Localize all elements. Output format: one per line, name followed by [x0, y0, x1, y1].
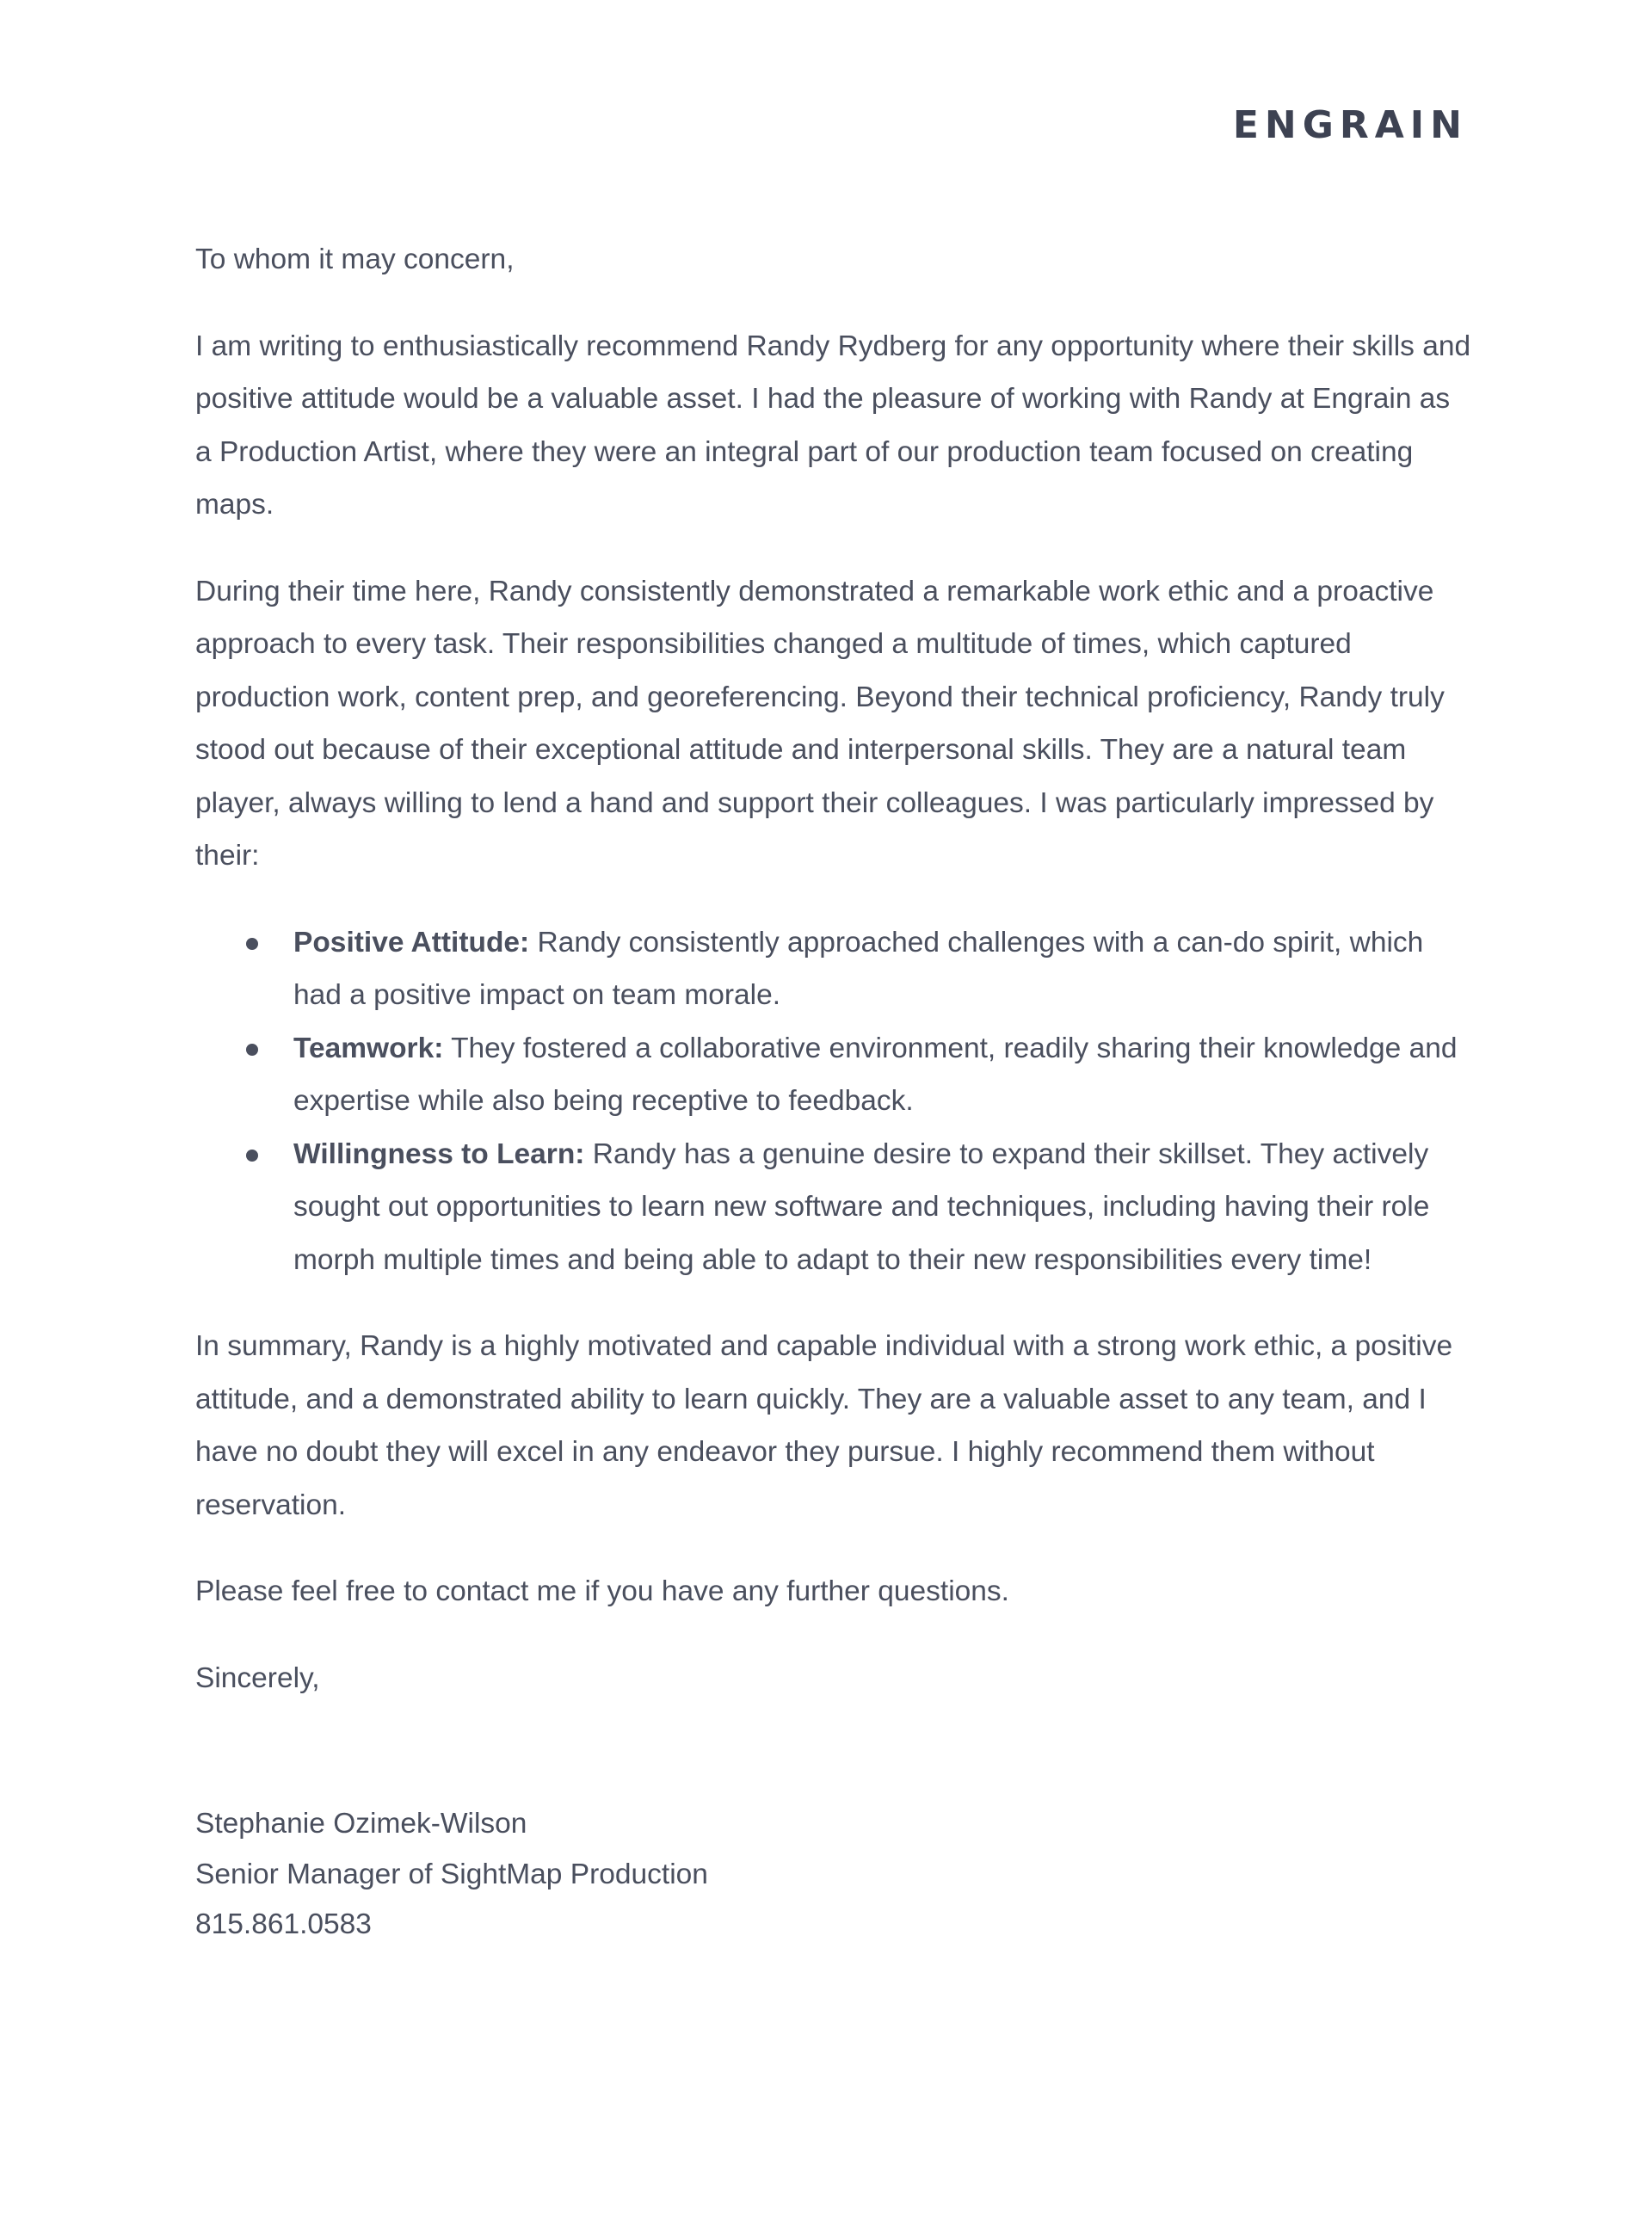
list-item-title: Willingness to Learn:: [293, 1137, 585, 1170]
list-item: [195, 1128, 1473, 1287]
paragraph-intro: I am writing to enthusiastically recommend Randy Rydberg for any opportunity where their skills and positive attitude would be a valuable asset. I had the pleasure of working with Randy at Engrain as a Production Artist, where they were an integral part of our production team focused on creating maps.: [195, 330, 1471, 521]
paragraph-summary: In summary, Randy is a highly motivated and capable individual with a strong work ethic, a positive attitude, and a demonstrated ability to learn quickly. They are a valuable asset to any team, and I have no doubt they will excel in any endeavor they pursue. I highly recommend them without reservation.: [195, 1330, 1453, 1521]
signature-block: [195, 1799, 1473, 1951]
qualities-list: [195, 916, 1473, 1287]
salutation: To whom it may concern,: [195, 243, 515, 275]
engrain-logo: ENGRAIN: [1232, 103, 1468, 147]
bullet-icon: [246, 1044, 258, 1056]
list-item: [195, 916, 1473, 1022]
signer-phone: 815.861.0583: [195, 1908, 372, 1940]
bullet-icon: [246, 938, 258, 950]
list-item: [195, 1022, 1473, 1128]
paragraph-work-ethic: During their time here, Randy consistently demonstrated a remarkable work ethic and a proactive approach to every task. Their responsibilities changed a multitude of times, which captured production work, content prep, and georeferencing. Beyond their technical proficiency, Randy truly stood out because of their exceptional attitude and interpersonal skills. They are a natural team player, always willing to lend a hand and support their colleagues. I was particularly impressed by their:: [195, 575, 1445, 872]
signer-title: Senior Manager of SightMap Production: [195, 1858, 708, 1890]
list-item-title: Positive Attitude:: [293, 926, 530, 959]
paragraph-contact: Please feel free to contact me if you have any further questions.: [195, 1575, 1009, 1607]
list-item-text: Randy has a genuine desire to expand their skillset. They actively sought out opportunities to learn new software and techniques, including having their role morph multiple times and being able to adapt to their new responsibilities every time!: [293, 1137, 1430, 1276]
signer-name: Stephanie Ozimek-Wilson: [195, 1808, 527, 1840]
closing: Sincerely,: [195, 1661, 320, 1694]
list-item-title: Teamwork:: [293, 1032, 444, 1064]
bullet-icon: [246, 1150, 258, 1162]
letter-body: [195, 233, 1473, 1951]
list-item-text: They fostered a collaborative environment, readily sharing their knowledge and expertise while also being receptive to feedback.: [293, 1032, 1458, 1117]
list-item-text: Randy consistently approached challenges with a can-do spirit, which had a positive impact on team morale.: [293, 926, 1424, 1011]
